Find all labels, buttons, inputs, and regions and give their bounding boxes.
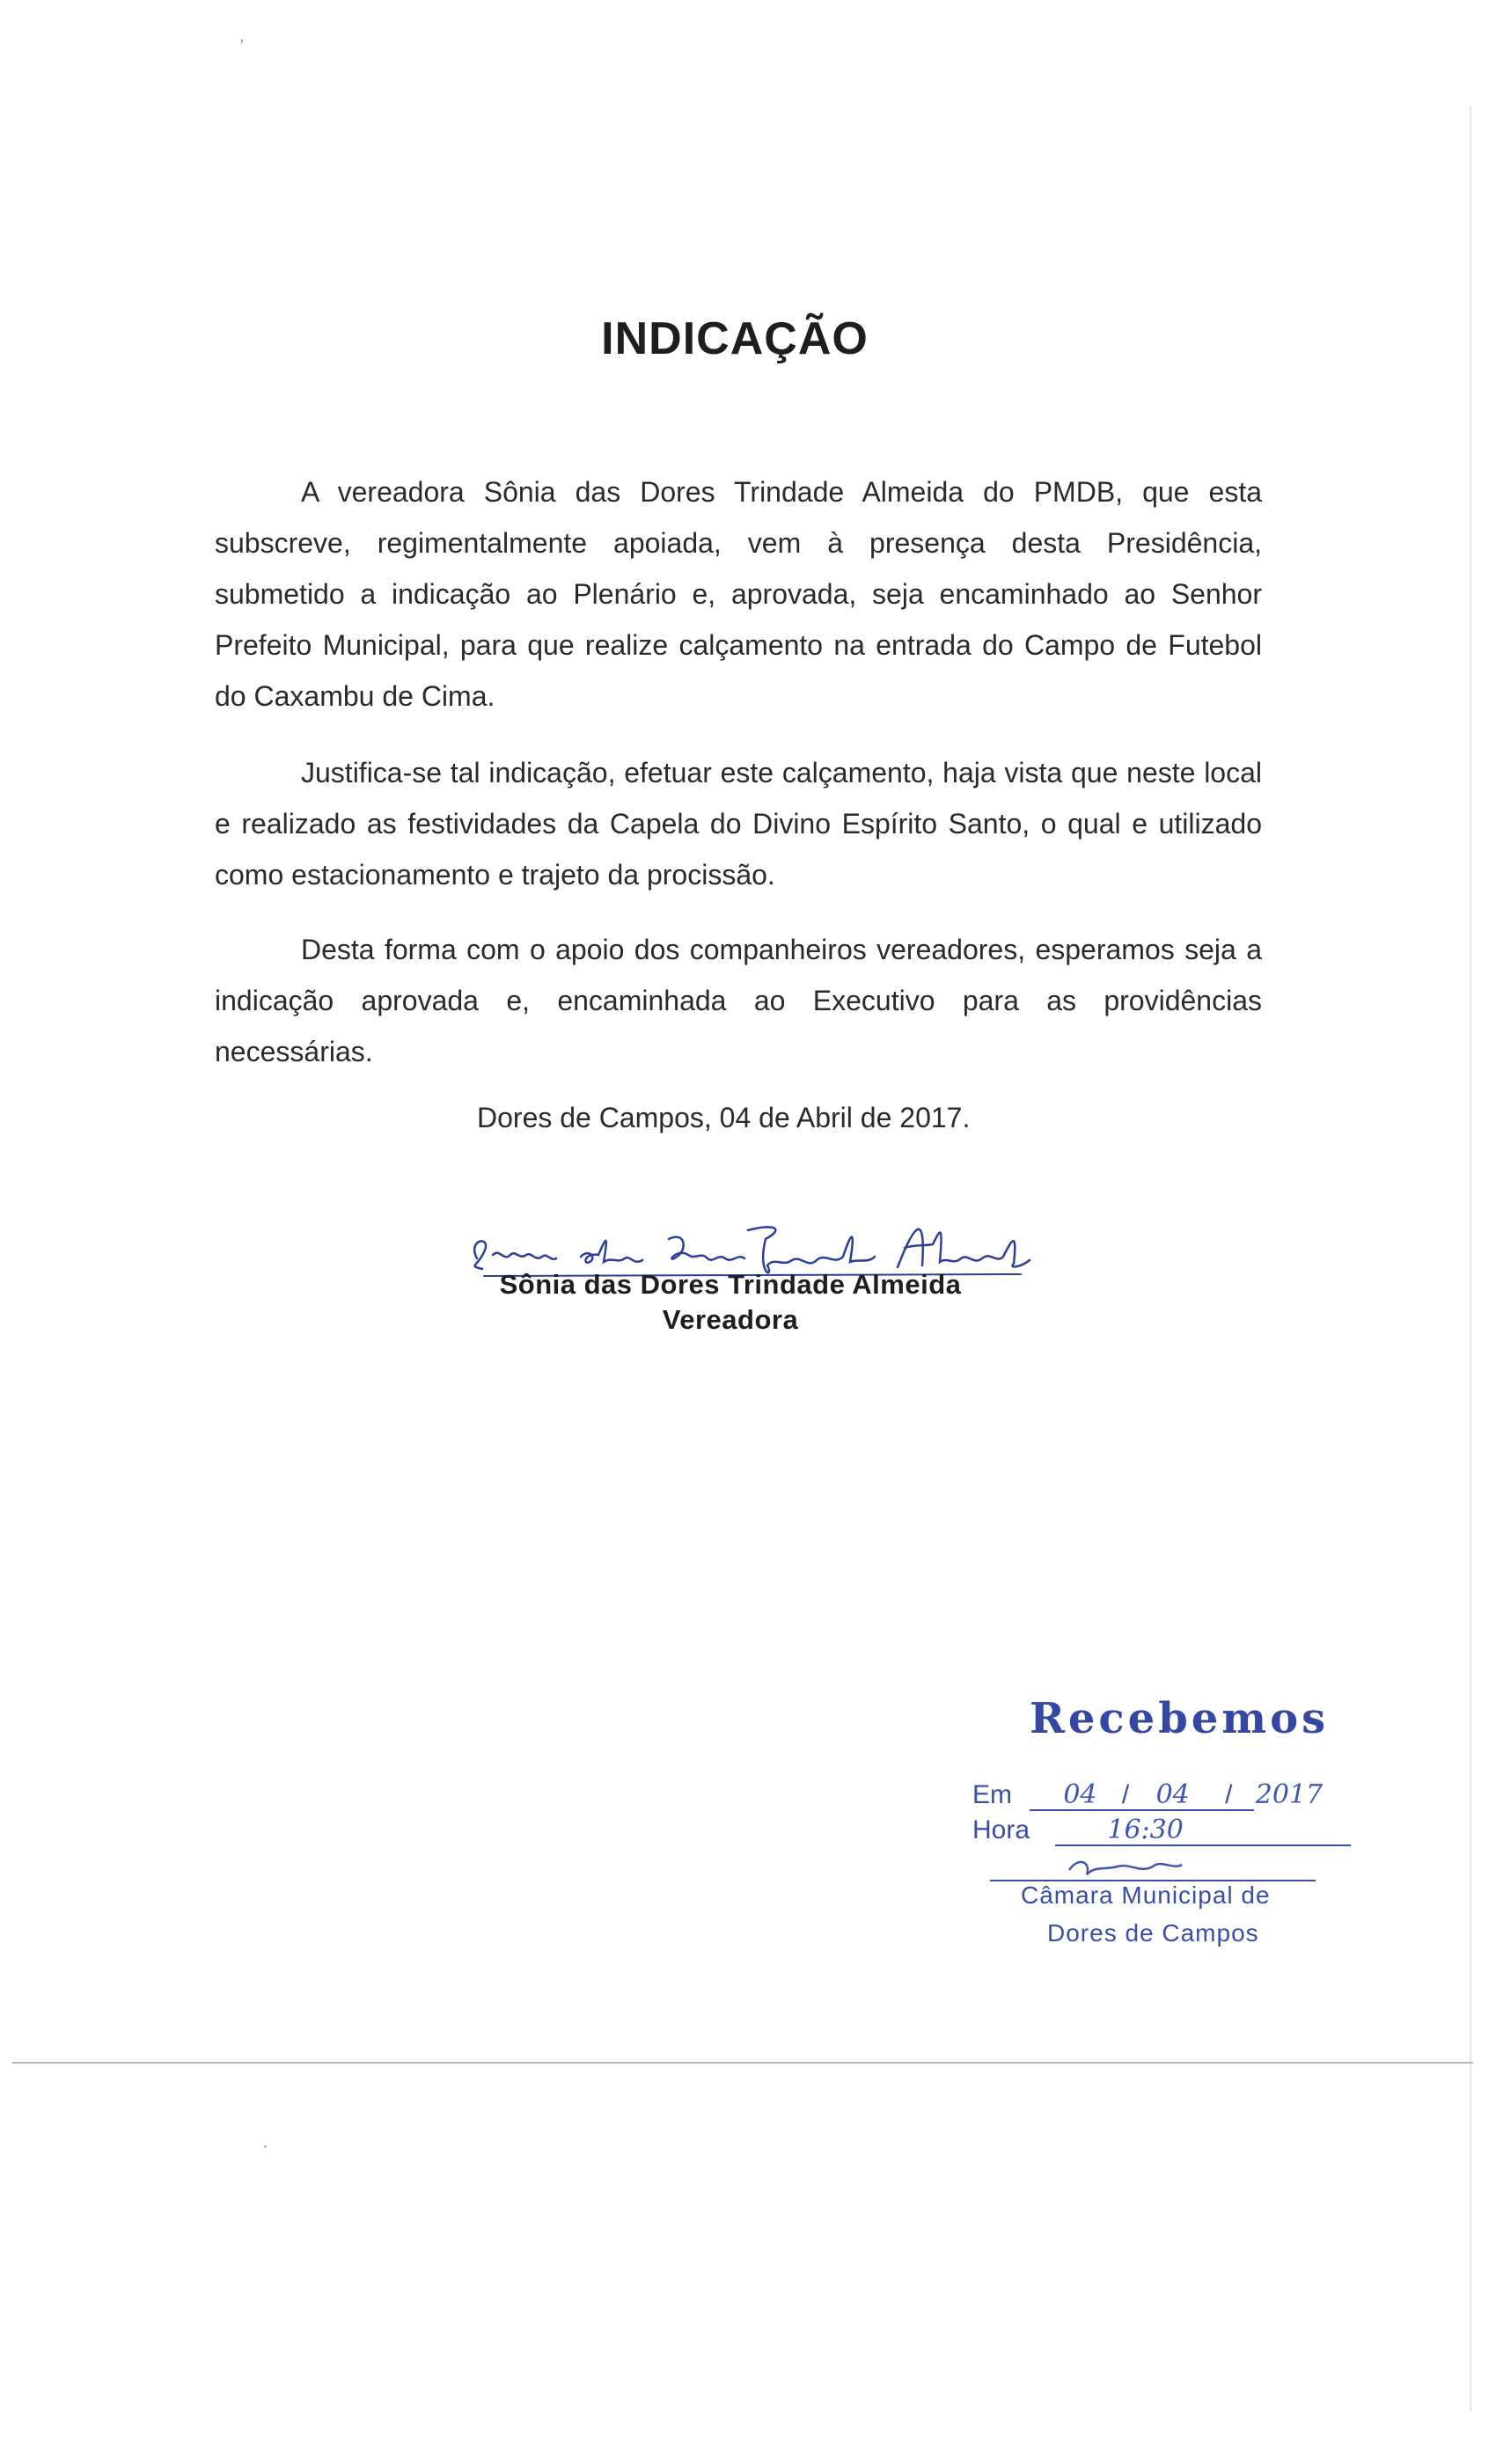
stamp-org-line2: Dores de Campos [1047,1919,1259,1947]
scan-mark: , [239,26,245,46]
scan-edge-line [1470,106,1471,2411]
stamp-day: 04 [1063,1779,1097,1810]
stamp-date-row: Em 04 / 04 / 2017 [972,1779,1324,1810]
stamp-month: 04 [1155,1779,1190,1810]
signer-role: Vereadora [662,1304,799,1335]
stamp-time: 16:30 [1107,1815,1184,1845]
stamp-em-label: Em [972,1780,1012,1809]
paragraph-justification: Justifica-se tal indicação, efetuar este calçamento, haja vista que neste local e realizado as festividades da Capela do Divino Espírito Santo, o qual e utilizado como estacionamento e trajeto da procissão. [215,757,1262,891]
stamp-title: Recebemos [1030,1694,1330,1743]
document-title: INDICAÇÃO [601,313,869,364]
receipt-stamp [964,1694,1368,1976]
stamp-org-line1: Câmara Municipal de [1021,1881,1271,1909]
paragraph-closing: Desta forma com o apoio dos companheiros vereadores, esperamos seja a indicação aprovada e, encaminhada ao Executivo para as providências necessárias. [215,934,1262,1067]
stamp-hora-label: Hora [972,1815,1030,1844]
signer-name: Sônia das Dores Trindade Almeida [499,1269,962,1300]
date-line: Dores de Campos, 04 de Abril de 2017. [477,1102,971,1133]
stamp-time-row [972,1815,1184,1845]
paragraph-request: A vereadora Sônia das Dores Trindade Almeida do PMDB, que esta subscreve, regimentalmente apoiada, vem à presença desta Presidência, submetido a indicação ao Plenário e, aprovada, seja encaminhado ao Senhor Prefeito Municipal, para que realize calçamento na entrada do Campo de Futebol do Caxambu de Cima. [215,476,1262,712]
page-divider [12,2062,1473,2064]
stamp-year: 2017 [1255,1779,1324,1810]
scan-mark: · [262,2137,268,2156]
